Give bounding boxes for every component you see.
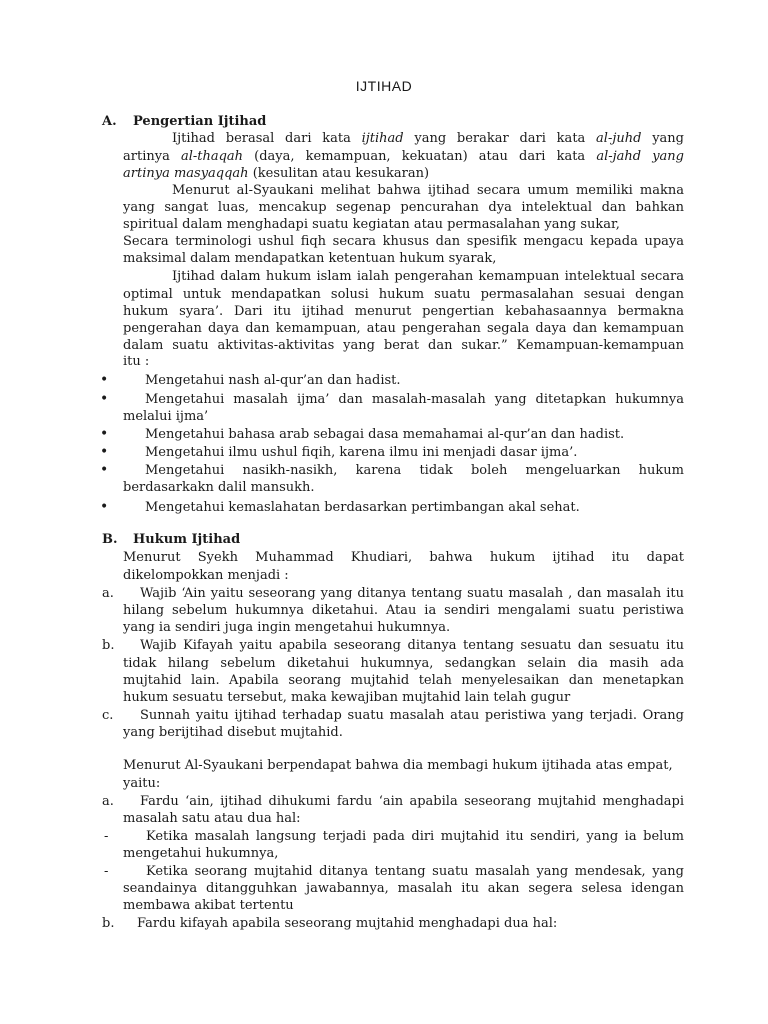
list-item-line: Wajib ‘Ain yaitu seseorang yang ditanya tentang suatu masalah , dan masalah itu [140, 586, 684, 601]
list-item-line: Wajib Kifayah yaitu apabila seseorang ditanya tentang sesuatu dan sesuatu itu [140, 638, 684, 653]
paragraph-a1-line1: Ijtihad berasal dari kata ijtihad yang berakar dari kata al-juhd yang [172, 131, 684, 146]
bullet-icon: • [100, 372, 109, 388]
paragraph-a3-line: pengerahan daya dan kemampuan, atau pengerahan segala daya dan kemampuan [123, 321, 684, 336]
paragraph-a2-line: maksimal dalam mendapatkan ketentuan hukum syarak, [123, 251, 497, 266]
bullet-icon: • [100, 391, 109, 407]
list-item-line: Fardu kifayah apabila seseorang mujtahid menghadapi dua hal: [137, 916, 558, 931]
paragraph-a1-line2: artinya al-thaqah (daya, kemampuan, kekuatan) atau dari kata al-jahd yang [123, 149, 684, 164]
bullet-item: Mengetahui nash al-qur’an dan hadist. [145, 373, 401, 388]
list-marker: a. [102, 794, 114, 809]
list-item-line: yang ia sendiri juga ingin mengetahui hukumnya. [123, 620, 451, 635]
paragraph-a1-line3: artinya masyaqqah (kesulitan atau kesukaran) [123, 166, 430, 181]
list-item-line: mujtahid lain. Apabila seorang mujtahid telah menyelesaikan dan menetapkan [123, 673, 684, 688]
syaukani-line: yaitu: [123, 776, 161, 791]
list-item-line: Sunnah yaitu ijtihad terhadap suatu masalah atau peristiwa yang terjadi. Orang [140, 708, 684, 723]
paragraph-a2-line: Secara terminologi ushul fiqh secara khusus dan spesifik mengacu kepada upaya [123, 234, 684, 249]
bullet-item: Mengetahui bahasa arab sebagai dasa memahamai al-qur’an dan hadist. [145, 427, 625, 442]
paragraph-a3-line: hukum syara’. Dari itu ijtihad menurut pengertian kebahasaannya bermakna [123, 304, 684, 319]
bullet-item-continued: melalui ijma’ [123, 409, 209, 424]
bullet-item: Mengetahui nasikh-nasikh, karena tidak boleh mengeluarkan hukum [145, 463, 684, 478]
syaukani-line: Menurut Al-Syaukani berpendapat bahwa dia membagi hukum ijtihada atas empat, [123, 758, 673, 773]
section-b-intro-line: dikelompokkan menjadi : [123, 568, 289, 583]
list-item-line: masalah satu atau dua hal: [123, 811, 301, 826]
paragraph-a2-line: spiritual dalam menghadapi suatu kegiatan atau permasalahan yang sukar, [123, 217, 620, 232]
paragraph-a2-line: yang sangat luas, mencakup segenap pencurahan dya intelektual dan bahkan [123, 200, 684, 215]
list-item-line: seandainya ditangguhkan jawabannya, masalah itu akan segera selesa idengan [123, 881, 684, 896]
list-item-line: yang berijtihad disebut mujtahid. [123, 725, 343, 740]
list-marker: a. [102, 586, 114, 601]
section-a-heading: Pengertian Ijtihad [133, 114, 267, 129]
list-item-line: tidak hilang sebelum diketahui hukumnya, sedangkan selain dia masih ada [123, 656, 684, 671]
list-item-line: hukum sesuatu tersebut, maka kewajiban mujtahid lain telah gugur [123, 690, 571, 705]
list-item-line: Ketika seorang mujtahid ditanya tentang suatu masalah yang mendesak, yang [146, 864, 684, 879]
list-marker: - [104, 829, 109, 844]
bullet-item: Mengetahui masalah ijma’ dan masalah-masalah yang ditetapkan hukumnya [145, 392, 684, 407]
bullet-icon: • [100, 499, 109, 515]
bullet-icon: • [100, 462, 109, 478]
bullet-item: Mengetahui ilmu ushul fiqih, karena ilmu ini menjadi dasar ijma’. [145, 445, 578, 460]
list-marker: c. [102, 708, 114, 723]
list-marker: b. [102, 638, 115, 653]
paragraph-a3-line: dalam suatu aktivitas-aktivitas yang berat dan sukar.” Kemampuan-kemampuan [123, 338, 684, 353]
bullet-icon: • [100, 444, 109, 460]
list-item-line: mengetahui hukumnya, [123, 846, 279, 861]
list-item-line: Fardu ‘ain, ijtihad dihukumi fardu ‘ain apabila seseorang mujtahid menghadapi [140, 794, 684, 809]
bullet-item: Mengetahui kemaslahatan berdasarkan pertimbangan akal sehat. [145, 500, 580, 515]
list-item-line: Ketika masalah langsung terjadi pada diri mujtahid itu sendiri, yang ia belum [146, 829, 684, 844]
paragraph-a3-line: Ijtihad dalam hukum islam ialah pengerahan kemampuan intelektual secara [172, 269, 684, 284]
paragraph-a2-line: Menurut al-Syaukani melihat bahwa ijtihad secara umum memiliki makna [172, 183, 684, 198]
list-marker: b. [102, 916, 115, 931]
section-a-marker: A. [102, 114, 117, 129]
paragraph-a3-line: optimal untuk mendapatkan solusi hukum suatu permasalahan sesuai dengan [123, 287, 684, 302]
section-b-heading: Hukum Ijtihad [133, 532, 241, 547]
bullet-icon: • [100, 426, 109, 442]
list-marker: - [104, 864, 109, 879]
paragraph-a3-line: itu : [123, 354, 150, 369]
bullet-item-continued: berdasarkakn dalil mansukh. [123, 480, 315, 495]
list-item-line: membawa akibat tertentu [123, 898, 294, 913]
list-item-line: hilang sebelum hukumnya diketahui. Atau ia sendiri mengalami suatu peristiwa [123, 603, 684, 618]
page-title: IJTIHAD [355, 78, 413, 94]
section-b-marker: B. [102, 532, 118, 547]
section-b-intro-line: Menurut Syekh Muhammad Khudiari, bahwa hukum ijtihad itu dapat [123, 550, 684, 565]
